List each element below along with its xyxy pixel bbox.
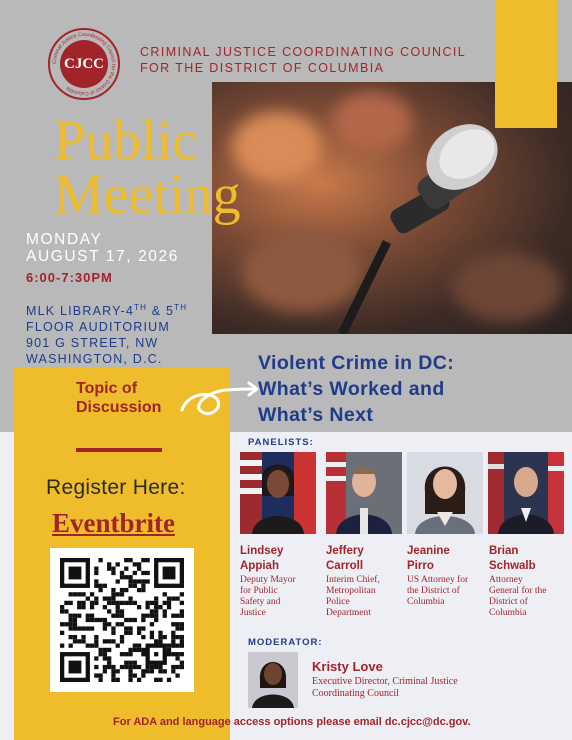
moderator-photo [248,652,298,708]
role-line: Columbia [489,608,527,618]
venue-sup2: TH [174,303,188,312]
org-name [140,44,466,76]
role-line: Deputy Mayor [240,575,296,585]
panelist-name [326,544,364,574]
org-name-line2: FOR THE DISTRICT OF COLUMBIA [140,61,385,75]
panelist-role [407,575,468,608]
headline-line1: Violent Crime in DC: [258,352,455,374]
venue-line4: WASHINGTON, D.C. [26,352,163,367]
panelist-last: Schwalb [489,560,536,572]
panelist-photo-carroll [326,452,402,534]
event-title [54,110,241,226]
qr-code[interactable] [50,548,194,692]
role-line: for Public [240,586,278,596]
event-title-line1: Public [54,110,198,172]
panelists-label: PANELISTS: [248,437,314,448]
topic-label [76,379,161,417]
divider [76,448,162,452]
venue-line1-a: MLK LIBRARY-4 [26,304,135,319]
swirl-arrow-icon [176,376,266,422]
panelist-photo-pirro [407,452,483,534]
person-icon [326,452,402,534]
role-line: US Attorney for [407,575,469,585]
topic-label-line2: Discussion [76,399,162,416]
person-icon [240,452,316,534]
panelist-photo-schwalb [488,452,564,534]
panelist-last: Carroll [326,560,364,572]
role-line: Metropolitan [326,586,376,596]
moderator-role [312,676,458,700]
role-line: Interim Chief, [326,575,380,585]
role-line: Police [326,597,350,607]
moderator-label: MODERATOR: [248,637,323,648]
role-line: Safety and [240,597,281,607]
moderator-name: Kristy Love [312,659,383,674]
ada-footer: For ADA and language access options please email dc.cjcc@dc.gov. [113,716,471,728]
panelist-last: Appiah [240,560,279,572]
person-icon [248,652,298,708]
org-name-line1: CRIMINAL JUSTICE COORDINATING COUNCIL [140,45,467,59]
venue-line1-b: & 5 [147,304,175,319]
cjcc-seal-logo [48,28,120,100]
topic-label-line1: Topic of [76,380,138,397]
panelist-role [240,575,296,619]
role-line: Attorney [489,575,523,585]
venue-sup1: TH [134,303,148,312]
panelist-photo-appiah [240,452,316,534]
role-line: District of [489,597,528,607]
panelist-first: Lindsey [240,545,284,557]
panelist-role [326,575,380,619]
event-time: 6:00-7:30PM [26,270,113,285]
eventbrite-link[interactable]: Eventbrite [52,508,175,538]
panelist-first: Brian [489,545,519,557]
register-label: Register Here: [46,476,186,499]
topic-headline [258,350,454,428]
panelist-first: Jeffery [326,545,364,557]
seal-ring-text: Criminal Justice Coordinating Council for the District of Columbia [51,31,117,97]
role-line: Justice [240,608,266,618]
event-day: MONDAY [26,231,103,248]
role-line: Columbia [407,597,445,607]
panelist-last: Pirro [407,560,434,572]
role-line: Coordinating Council [312,688,399,699]
person-icon [488,452,564,534]
role-line: Executive Director, Criminal Justice [312,676,458,687]
venue-line2: FLOOR AUDITORIUM [26,320,170,335]
role-line: General for the [489,586,547,596]
panelist-name [407,544,450,574]
headline-line3: What’s Next [258,404,374,426]
qr-code-icon [60,558,184,682]
role-line: Department [326,608,371,618]
event-title-line2: Meeting [54,164,241,226]
venue-line1 [26,300,187,319]
role-line: the District of [407,586,460,596]
accent-bar [495,0,557,128]
person-icon [407,452,483,534]
panelist-name [489,544,536,574]
seal-initials: CJCC [60,40,108,88]
event-date [26,231,179,265]
event-venue [26,300,187,367]
panelist-name [240,544,283,574]
panelist-role [489,575,547,619]
event-date-text: AUGUST 17, 2026 [26,248,179,265]
panelist-first: Jeanine [407,545,450,557]
headline-line2: What’s Worked and [258,378,445,400]
venue-line3: 901 G STREET, NW [26,336,159,351]
